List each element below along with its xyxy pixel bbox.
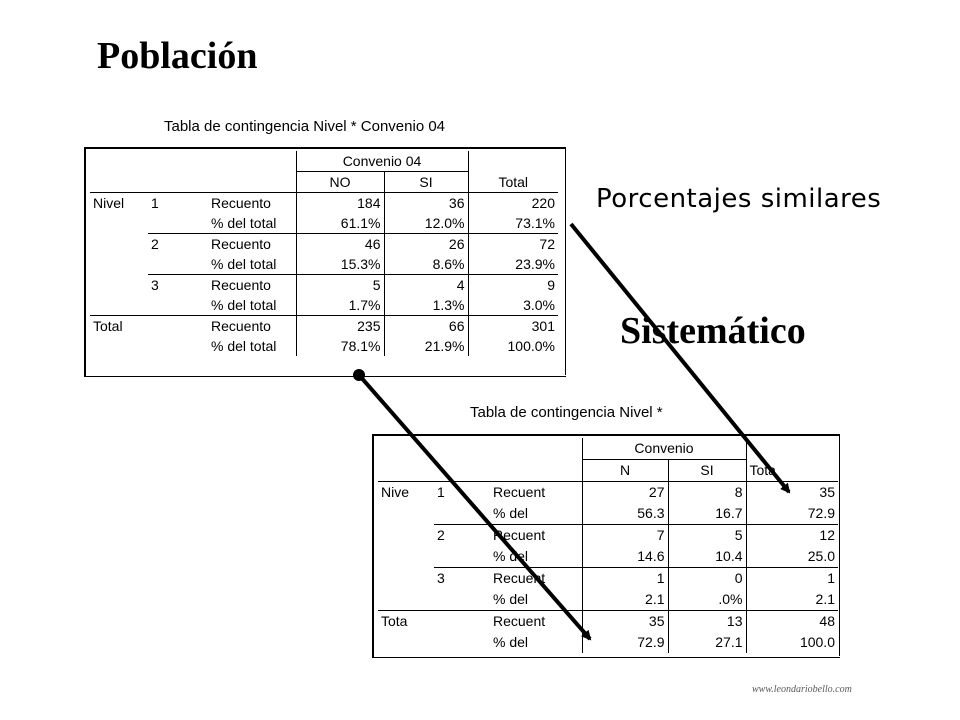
table1-cell: 1.7% bbox=[296, 295, 384, 316]
table1-cell: 36 bbox=[384, 193, 468, 214]
table1-cell: 73.1% bbox=[468, 213, 558, 234]
table2-cell: 2.1 bbox=[582, 589, 668, 611]
table1-row-group: Total bbox=[90, 316, 148, 337]
table2-stat-label: % del bbox=[493, 634, 529, 650]
table1-level: 2 bbox=[148, 234, 208, 255]
table2-cell: 14.6 bbox=[582, 546, 668, 568]
table2-cell: 8 bbox=[668, 482, 746, 504]
table2-level: 3 bbox=[434, 568, 490, 590]
table1-col-header: NO bbox=[296, 172, 384, 193]
table1-stat-label: % del total bbox=[211, 215, 277, 231]
table2-stat-label: Recuent bbox=[490, 611, 582, 633]
table1-cell: 61.1% bbox=[296, 213, 384, 234]
table2-cell: 27 bbox=[582, 482, 668, 504]
table1-cell: 235 bbox=[296, 316, 384, 337]
table2-group-header: Convenio bbox=[582, 438, 746, 460]
table2-title: Tabla de contingencia Nivel * bbox=[470, 404, 663, 421]
table1-row-group: Nivel bbox=[93, 195, 125, 211]
table1-col-header: SI bbox=[384, 172, 468, 193]
table2-cell: 12 bbox=[746, 525, 838, 547]
table2-cell: 5 bbox=[668, 525, 746, 547]
table2-cell: 10.4 bbox=[668, 546, 746, 568]
table2-row-group: Nive bbox=[381, 484, 410, 500]
table2-cell: 1 bbox=[582, 568, 668, 590]
page-title: Población bbox=[97, 35, 258, 77]
table1-cell: 301 bbox=[468, 316, 558, 337]
arrow-row-total-percentage bbox=[359, 375, 590, 639]
arrow-total-percentages bbox=[571, 224, 789, 492]
table2-col-header: N bbox=[582, 460, 668, 482]
table2-cell: 2.1 bbox=[746, 589, 838, 611]
table1-stat-label: Recuento bbox=[211, 195, 271, 211]
table1-cell: 26 bbox=[384, 234, 468, 255]
table1-cell: 9 bbox=[468, 275, 558, 296]
table2-cell: 72.9 bbox=[582, 632, 668, 653]
table2-col-header: Tota bbox=[746, 460, 838, 482]
table1-group-header: Convenio 04 bbox=[296, 151, 468, 172]
footer-website: www.leondariobello.com bbox=[752, 684, 852, 695]
table2-cell: 35 bbox=[746, 482, 838, 504]
table1-stat-label: % del total bbox=[211, 338, 277, 354]
table2-cell: 16.7 bbox=[668, 503, 746, 525]
table1-cell: 46 bbox=[296, 234, 384, 255]
table1-col-header: Total bbox=[468, 172, 558, 193]
table2-cell: 7 bbox=[582, 525, 668, 547]
table1-cell: 3.0% bbox=[468, 295, 558, 316]
table2-stat-label: % del bbox=[493, 505, 529, 521]
table1-cell: 5 bbox=[296, 275, 384, 296]
table1-title: Tabla de contingencia Nivel * Convenio 04 bbox=[164, 118, 446, 135]
table2-level: 2 bbox=[434, 525, 490, 547]
table2-cell: 25.0 bbox=[746, 546, 838, 568]
table1-cell: 72 bbox=[468, 234, 558, 255]
table1-cell: 21.9% bbox=[384, 336, 468, 356]
table2-col-header: SI bbox=[668, 460, 746, 482]
table2-stat-label: % del bbox=[493, 591, 529, 607]
table1-cell: 15.3% bbox=[296, 254, 384, 275]
table1-cell: 4 bbox=[384, 275, 468, 296]
table1-cell: 184 bbox=[296, 193, 384, 214]
table2-cell: .0% bbox=[668, 589, 746, 611]
table1-cell: 100.0% bbox=[468, 336, 558, 356]
table1-cell: 220 bbox=[468, 193, 558, 214]
table1-cell: 78.1% bbox=[296, 336, 384, 356]
table1-level: 1 bbox=[151, 195, 159, 211]
table1-cell: 23.9% bbox=[468, 254, 558, 275]
table1-stat-label: % del total bbox=[211, 297, 277, 313]
table2-cell: 13 bbox=[668, 611, 746, 633]
table1-cell: 8.6% bbox=[384, 254, 468, 275]
table2-cell: 48 bbox=[746, 611, 838, 633]
table1-stat-label: Recuento bbox=[208, 316, 296, 337]
table2-stat-label: Recuent bbox=[493, 484, 546, 500]
similar-percentages-note: Porcentajes similares bbox=[596, 184, 882, 214]
table2-stat-label: Recuent bbox=[490, 525, 582, 547]
table2-cell: 35 bbox=[582, 611, 668, 633]
table2-cell: 27.1 bbox=[668, 632, 746, 653]
table1-stat-label: Recuento bbox=[208, 234, 296, 255]
systematic-label: Sistemático bbox=[620, 310, 806, 352]
table2-cell: 1 bbox=[746, 568, 838, 590]
table2-cell: 56.3 bbox=[582, 503, 668, 525]
table2-stat-label: Recuent bbox=[490, 568, 582, 590]
table1-cell: 1.3% bbox=[384, 295, 468, 316]
table1-stat-label: % del total bbox=[211, 256, 277, 272]
table2-stat-label: % del bbox=[493, 548, 529, 564]
table2-cell: 0 bbox=[668, 568, 746, 590]
table2-row-group: Tota bbox=[378, 611, 434, 633]
table1-level: 3 bbox=[148, 275, 208, 296]
table1-cell: 12.0% bbox=[384, 213, 468, 234]
table1-cell: 66 bbox=[384, 316, 468, 337]
table2-cell: 72.9 bbox=[746, 503, 838, 525]
table2-cell: 100.0 bbox=[746, 632, 838, 653]
table2-level: 1 bbox=[437, 484, 445, 500]
table1-stat-label: Recuento bbox=[208, 275, 296, 296]
